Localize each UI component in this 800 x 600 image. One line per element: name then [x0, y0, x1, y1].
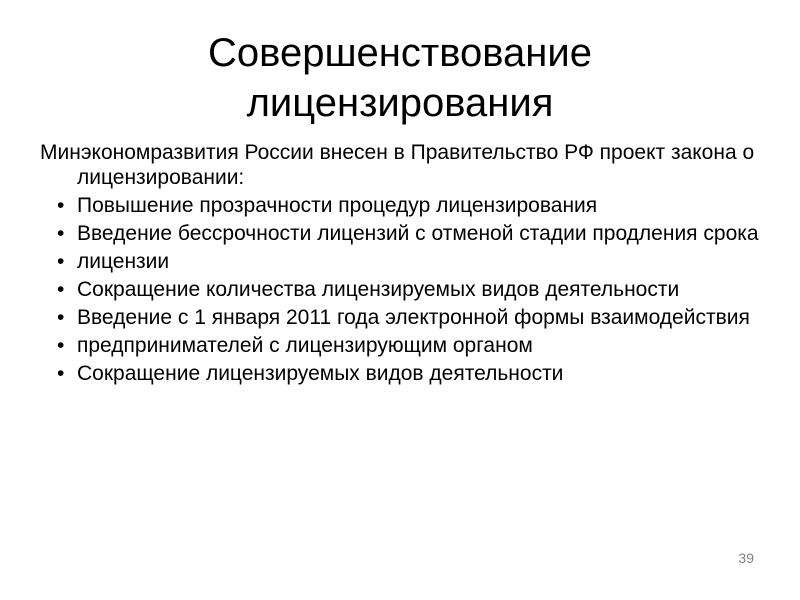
list-item	[40, 277, 770, 302]
bullet-icon: •	[57, 278, 65, 301]
list-item-text: лицензии	[77, 250, 170, 273]
bullet-icon: •	[57, 362, 65, 385]
bullet-icon: •	[57, 334, 65, 357]
bullet-icon: •	[57, 306, 65, 329]
list-item	[40, 333, 770, 358]
bullet-icon: •	[57, 194, 65, 217]
list-item	[40, 249, 770, 274]
list-item-text: Введение бессрочности лицензий с отменой стадии продления срока	[77, 222, 759, 245]
intro-paragraph: Минэкономразвития России внесен в Правительство РФ проект закона о лицензировании:	[40, 141, 755, 189]
slide-title-line-1: Совершенствование	[208, 31, 592, 75]
slide-title-line-2: лицензирования	[246, 81, 554, 125]
list-item-text: Сокращение лицензируемых видов деятельности	[77, 362, 564, 385]
bullet-icon: •	[57, 250, 65, 273]
slide-content	[40, 140, 770, 389]
slide-title	[0, 28, 800, 128]
list-item	[40, 305, 770, 330]
bullet-list	[40, 193, 770, 386]
list-item-text: Сокращение количества лицензируемых видов деятельности	[77, 278, 680, 301]
bullet-icon: •	[57, 222, 65, 245]
list-item	[40, 193, 770, 218]
list-item-text: Введение с 1 января 2011 года электронной формы взаимодействия	[77, 306, 750, 329]
list-item-text: предпринимателей с лицензирующим органом	[77, 334, 533, 357]
list-item	[40, 221, 770, 246]
list-item-text: Повышение прозрачности процедур лицензирования	[77, 194, 598, 217]
page-number: 39	[738, 550, 754, 566]
list-item	[40, 361, 770, 386]
